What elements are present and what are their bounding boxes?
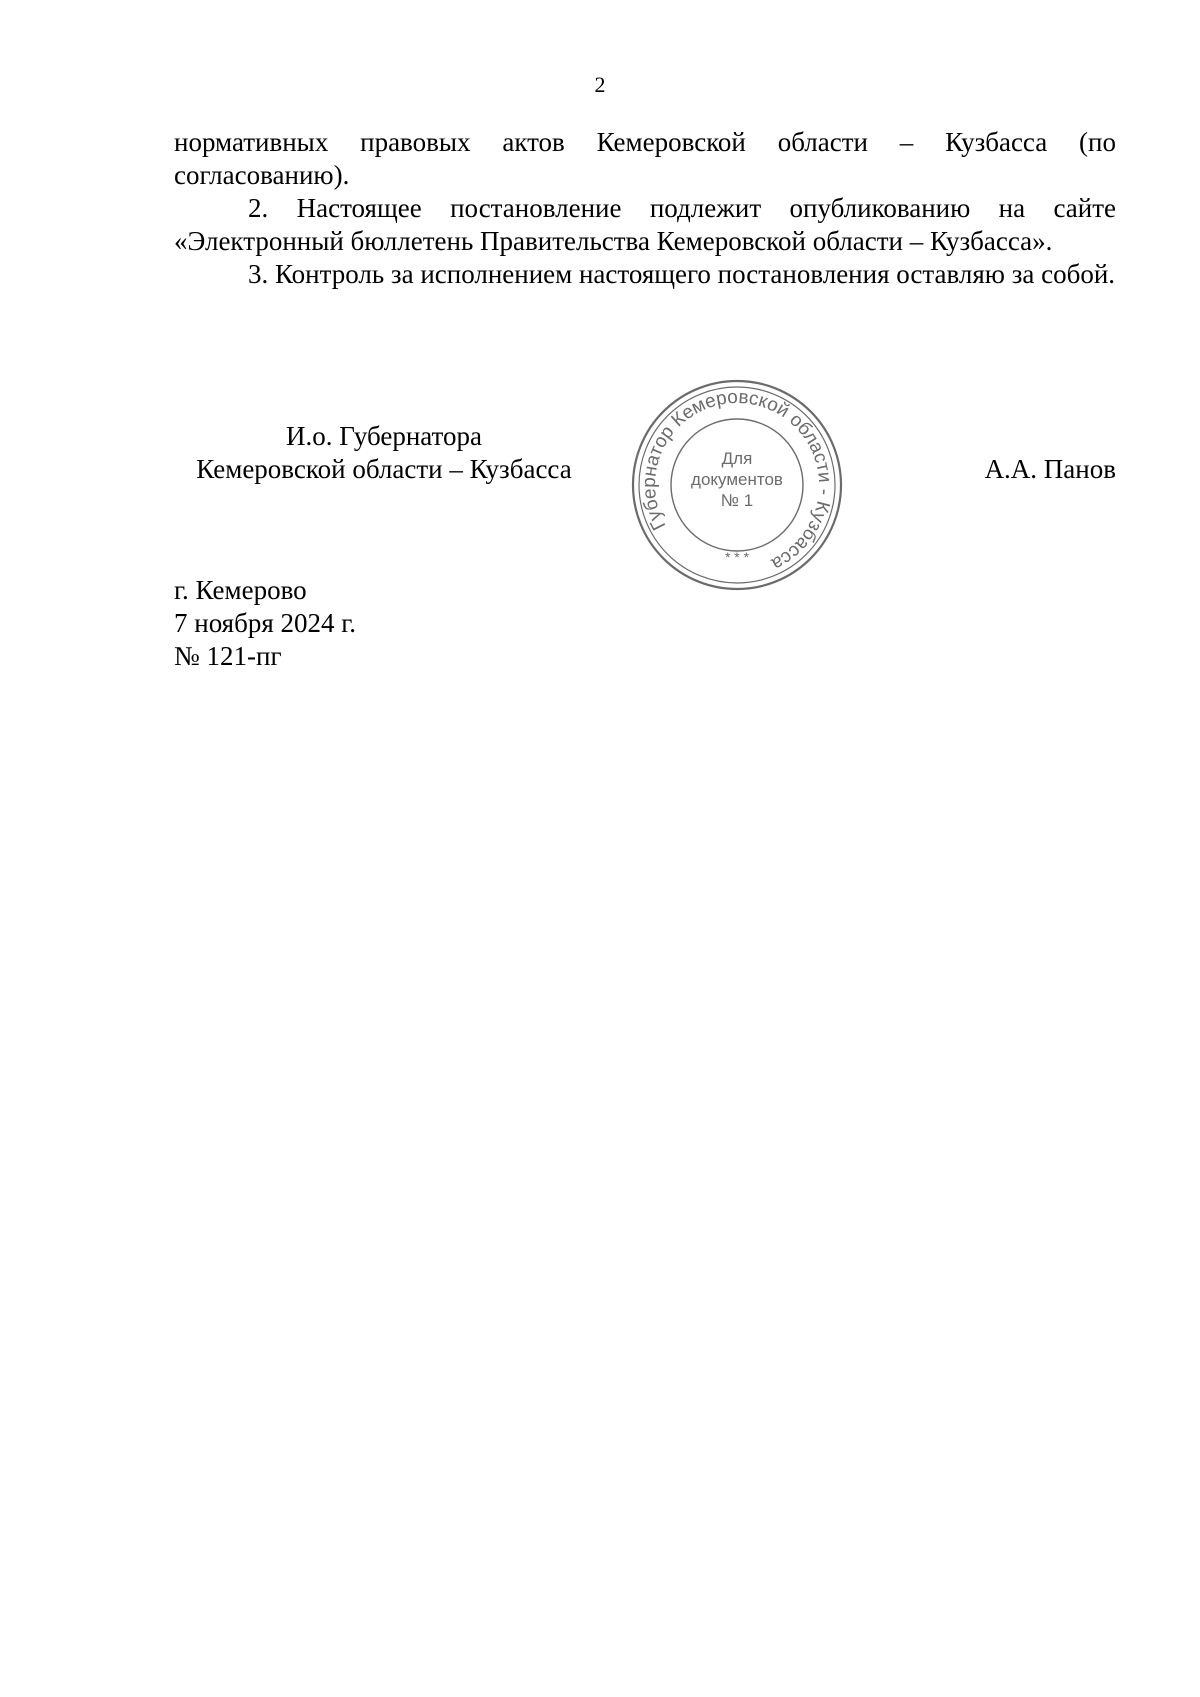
stamp-center-line-3: № 1 <box>720 491 754 510</box>
paragraph-continuation: нормативных правовых актов Кемеровской области – Кузбасса (по согласованию). <box>174 127 1116 190</box>
stamp-ring-text: Губернатор Кемеровской области - Кузбасса <box>638 386 836 575</box>
document-body <box>174 126 1116 291</box>
document-number: № 121-пг <box>174 641 282 671</box>
issue-date: 7 ноября 2024 г. <box>174 608 357 638</box>
signatory-title-line-2: Кемеровской области – Кузбасса <box>196 454 572 484</box>
official-seal-stamp <box>627 375 847 595</box>
stamp-center-line-1: Для <box>721 449 753 468</box>
signatory-title <box>174 420 594 486</box>
stamp-center-line-2: документов <box>691 470 783 489</box>
signatory-name: А.А. Панов <box>984 454 1116 484</box>
issue-details <box>174 574 356 673</box>
issue-city: г. Кемерово <box>174 575 307 605</box>
stamp-stars: * * * <box>724 549 750 565</box>
signatory-title-line-1: И.о. Губернатора <box>285 421 482 451</box>
page-number: 2 <box>594 72 606 97</box>
paragraph-item-3: 3. Контроль за исполнением настоящего постановления оставляю за собой. <box>248 259 1116 289</box>
paragraph-item-2: 2. Настоящее постановление подлежит опубликованию на сайте «Электронный бюллетень Правительства Кемеровской области – Кузбасса». <box>174 193 1116 256</box>
